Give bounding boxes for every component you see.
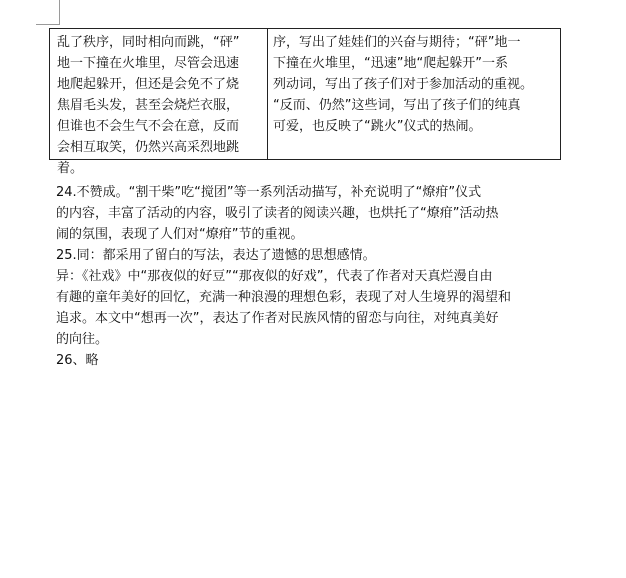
- table-line: 会相互取笑，仍然兴高采烈地跳: [57, 140, 240, 155]
- margin-guide-horizontal: [36, 24, 60, 25]
- answer-line: 闹的氛围，表现了人们对“燎疳”节的重视。: [56, 227, 304, 242]
- answer-line: 有趣的童年美好的回忆，充满一种浪漫的理想色彩，表现了对人生境界的渴望和: [56, 290, 512, 305]
- table-line: 下撞在火堆里，“迅速”地“爬起躲开”一系: [273, 56, 508, 71]
- answer-line: 25.同：都采用了留白的写法，表达了遗憾的思想感情。: [56, 248, 376, 263]
- answer-line: 追求。本文中“想再一次”，表达了作者对民族风情的留恋与向往，对纯真美好: [56, 311, 499, 326]
- answer-line: 24.不赞成。“割干柴”吃“搅团”等一系列活动描写，补充说明了“燎疳”仪式: [56, 185, 482, 200]
- table-line: 列动词，写出了孩子们对于参加活动的重视。: [273, 77, 534, 92]
- answer-line: 异：《社戏》中“那夜似的好豆”“那夜似的好戏”，代表了作者对天真烂漫自由: [56, 269, 493, 284]
- margin-guide-vertical: [59, 0, 60, 24]
- answer-24: [56, 182, 566, 245]
- table-line: 可爱，也反映了“跳火”仪式的热闹。: [273, 119, 482, 134]
- table-line: 序，写出了娃娃们的兴奋与期待；“砰”地一: [273, 35, 521, 50]
- table-line: 但谁也不会生气不会在意，反而: [57, 119, 240, 134]
- answer-line: 的向往。: [56, 332, 109, 347]
- table-line: 着。: [57, 161, 84, 176]
- analysis-table: [49, 28, 561, 176]
- table-line: 焦眉毛头发，甚至会烧烂衣服，: [57, 98, 240, 113]
- table-line: “反而、仍然”这些词，写出了孩子们的纯真: [273, 98, 521, 113]
- answer-26: [56, 350, 566, 371]
- table-line: 乱了秩序，同时相向而跳，“砰”: [57, 35, 240, 50]
- table-line: 地爬起躲开，但还是会免不了烧: [57, 77, 240, 92]
- answer-line: 的内容，丰富了活动的内容，吸引了读者的阅读兴趣，也烘托了“燎疳”活动热: [56, 206, 499, 221]
- answer-25: [56, 245, 566, 350]
- table-cell-left: [50, 29, 268, 176]
- table-line: 地一下撞在火堆里，尽管会迅速: [57, 56, 240, 71]
- answer-section: [56, 182, 566, 371]
- answer-line: 26、略: [56, 353, 99, 368]
- table-cell-right: [268, 29, 560, 159]
